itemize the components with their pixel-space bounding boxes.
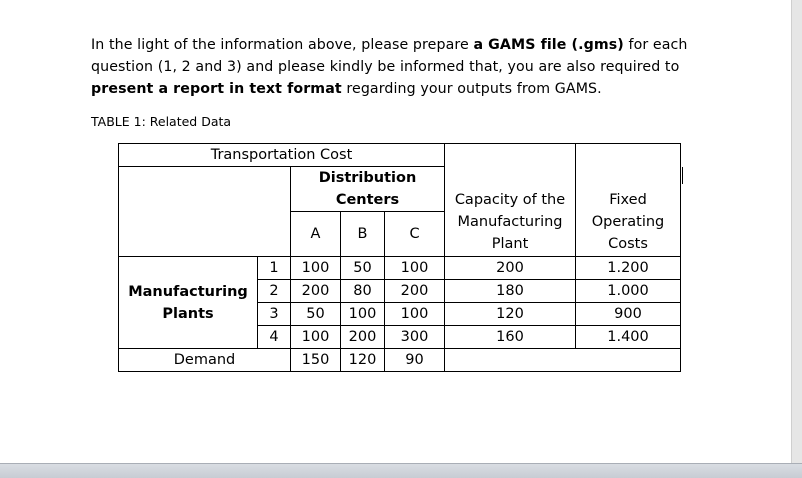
text-cursor <box>682 167 683 184</box>
cost-cell-b: 200 <box>341 326 385 349</box>
fixed-cost-cell: 1.200 <box>576 257 681 280</box>
cost-cell-b: 50 <box>341 257 385 280</box>
instructions-bold-gams-file: a GAMS file (.gms) <box>473 37 624 53</box>
vertical-scrollbar[interactable] <box>791 0 802 464</box>
plant-id: 3 <box>258 303 291 326</box>
column-header-b: B <box>341 212 385 257</box>
transport-cost-header: Transportation Cost <box>119 144 445 167</box>
manufacturing-plants-line1: Manufacturing <box>128 283 248 300</box>
demand-cell-c: 90 <box>385 349 445 372</box>
capacity-cell: 160 <box>445 326 576 349</box>
fixed-cost-cell: 900 <box>576 303 681 326</box>
empty-corner-cell <box>119 167 291 257</box>
instructions-paragraph <box>91 34 703 100</box>
plant-id: 4 <box>258 326 291 349</box>
distribution-centers-line2: Centers <box>335 192 400 208</box>
capacity-cell: 120 <box>445 303 576 326</box>
plant-id: 2 <box>258 280 291 303</box>
instructions-bold-report: present a report in text format <box>91 81 342 97</box>
column-header-c: C <box>385 212 445 257</box>
cost-cell-b: 100 <box>341 303 385 326</box>
capacity-cell: 180 <box>445 280 576 303</box>
demand-cell-a: 150 <box>291 349 341 372</box>
fixed-cost-header <box>576 144 681 257</box>
fixed-cost-cell: 1.000 <box>576 280 681 303</box>
cost-cell-a: 100 <box>291 257 341 280</box>
cost-cell-a: 200 <box>291 280 341 303</box>
demand-cell-b: 120 <box>341 349 385 372</box>
demand-label: Demand <box>119 349 291 372</box>
cost-cell-b: 80 <box>341 280 385 303</box>
cost-cell-c: 100 <box>385 257 445 280</box>
capacity-header-line2: Manufacturing <box>457 214 563 230</box>
capacity-header <box>445 144 576 257</box>
capacity-header-line1: Capacity of the <box>454 192 566 208</box>
column-header-a: A <box>291 212 341 257</box>
cost-cell-c: 300 <box>385 326 445 349</box>
status-bar <box>0 463 802 478</box>
plant-id: 1 <box>258 257 291 280</box>
distribution-centers-header <box>291 167 445 212</box>
manufacturing-plants-label <box>119 257 258 349</box>
cost-cell-c: 100 <box>385 303 445 326</box>
instructions-text-1: In the light of the information above, please prepare <box>91 37 474 53</box>
distribution-centers-line1: Distribution <box>318 170 417 186</box>
demand-empty-cell <box>445 349 681 372</box>
fixed-cost-header-line3: Costs <box>608 236 648 252</box>
fixed-cost-cell: 1.400 <box>576 326 681 349</box>
instructions-text-3: regarding your outputs from GAMS. <box>341 81 602 97</box>
capacity-header-line3: Plant <box>491 236 529 252</box>
cost-cell-c: 200 <box>385 280 445 303</box>
cost-cell-a: 100 <box>291 326 341 349</box>
capacity-cell: 200 <box>445 257 576 280</box>
table-caption: TABLE 1: Related Data <box>91 114 232 129</box>
fixed-cost-header-line1: Fixed <box>609 192 647 208</box>
manufacturing-plants-line2: Plants <box>162 305 214 322</box>
fixed-cost-header-line2: Operating <box>591 214 665 230</box>
cost-cell-a: 50 <box>291 303 341 326</box>
related-data-table <box>118 143 681 372</box>
instructions-text-2: for each question (1, 2 and 3) and please kindly be informed that, you are also required to <box>91 37 688 75</box>
